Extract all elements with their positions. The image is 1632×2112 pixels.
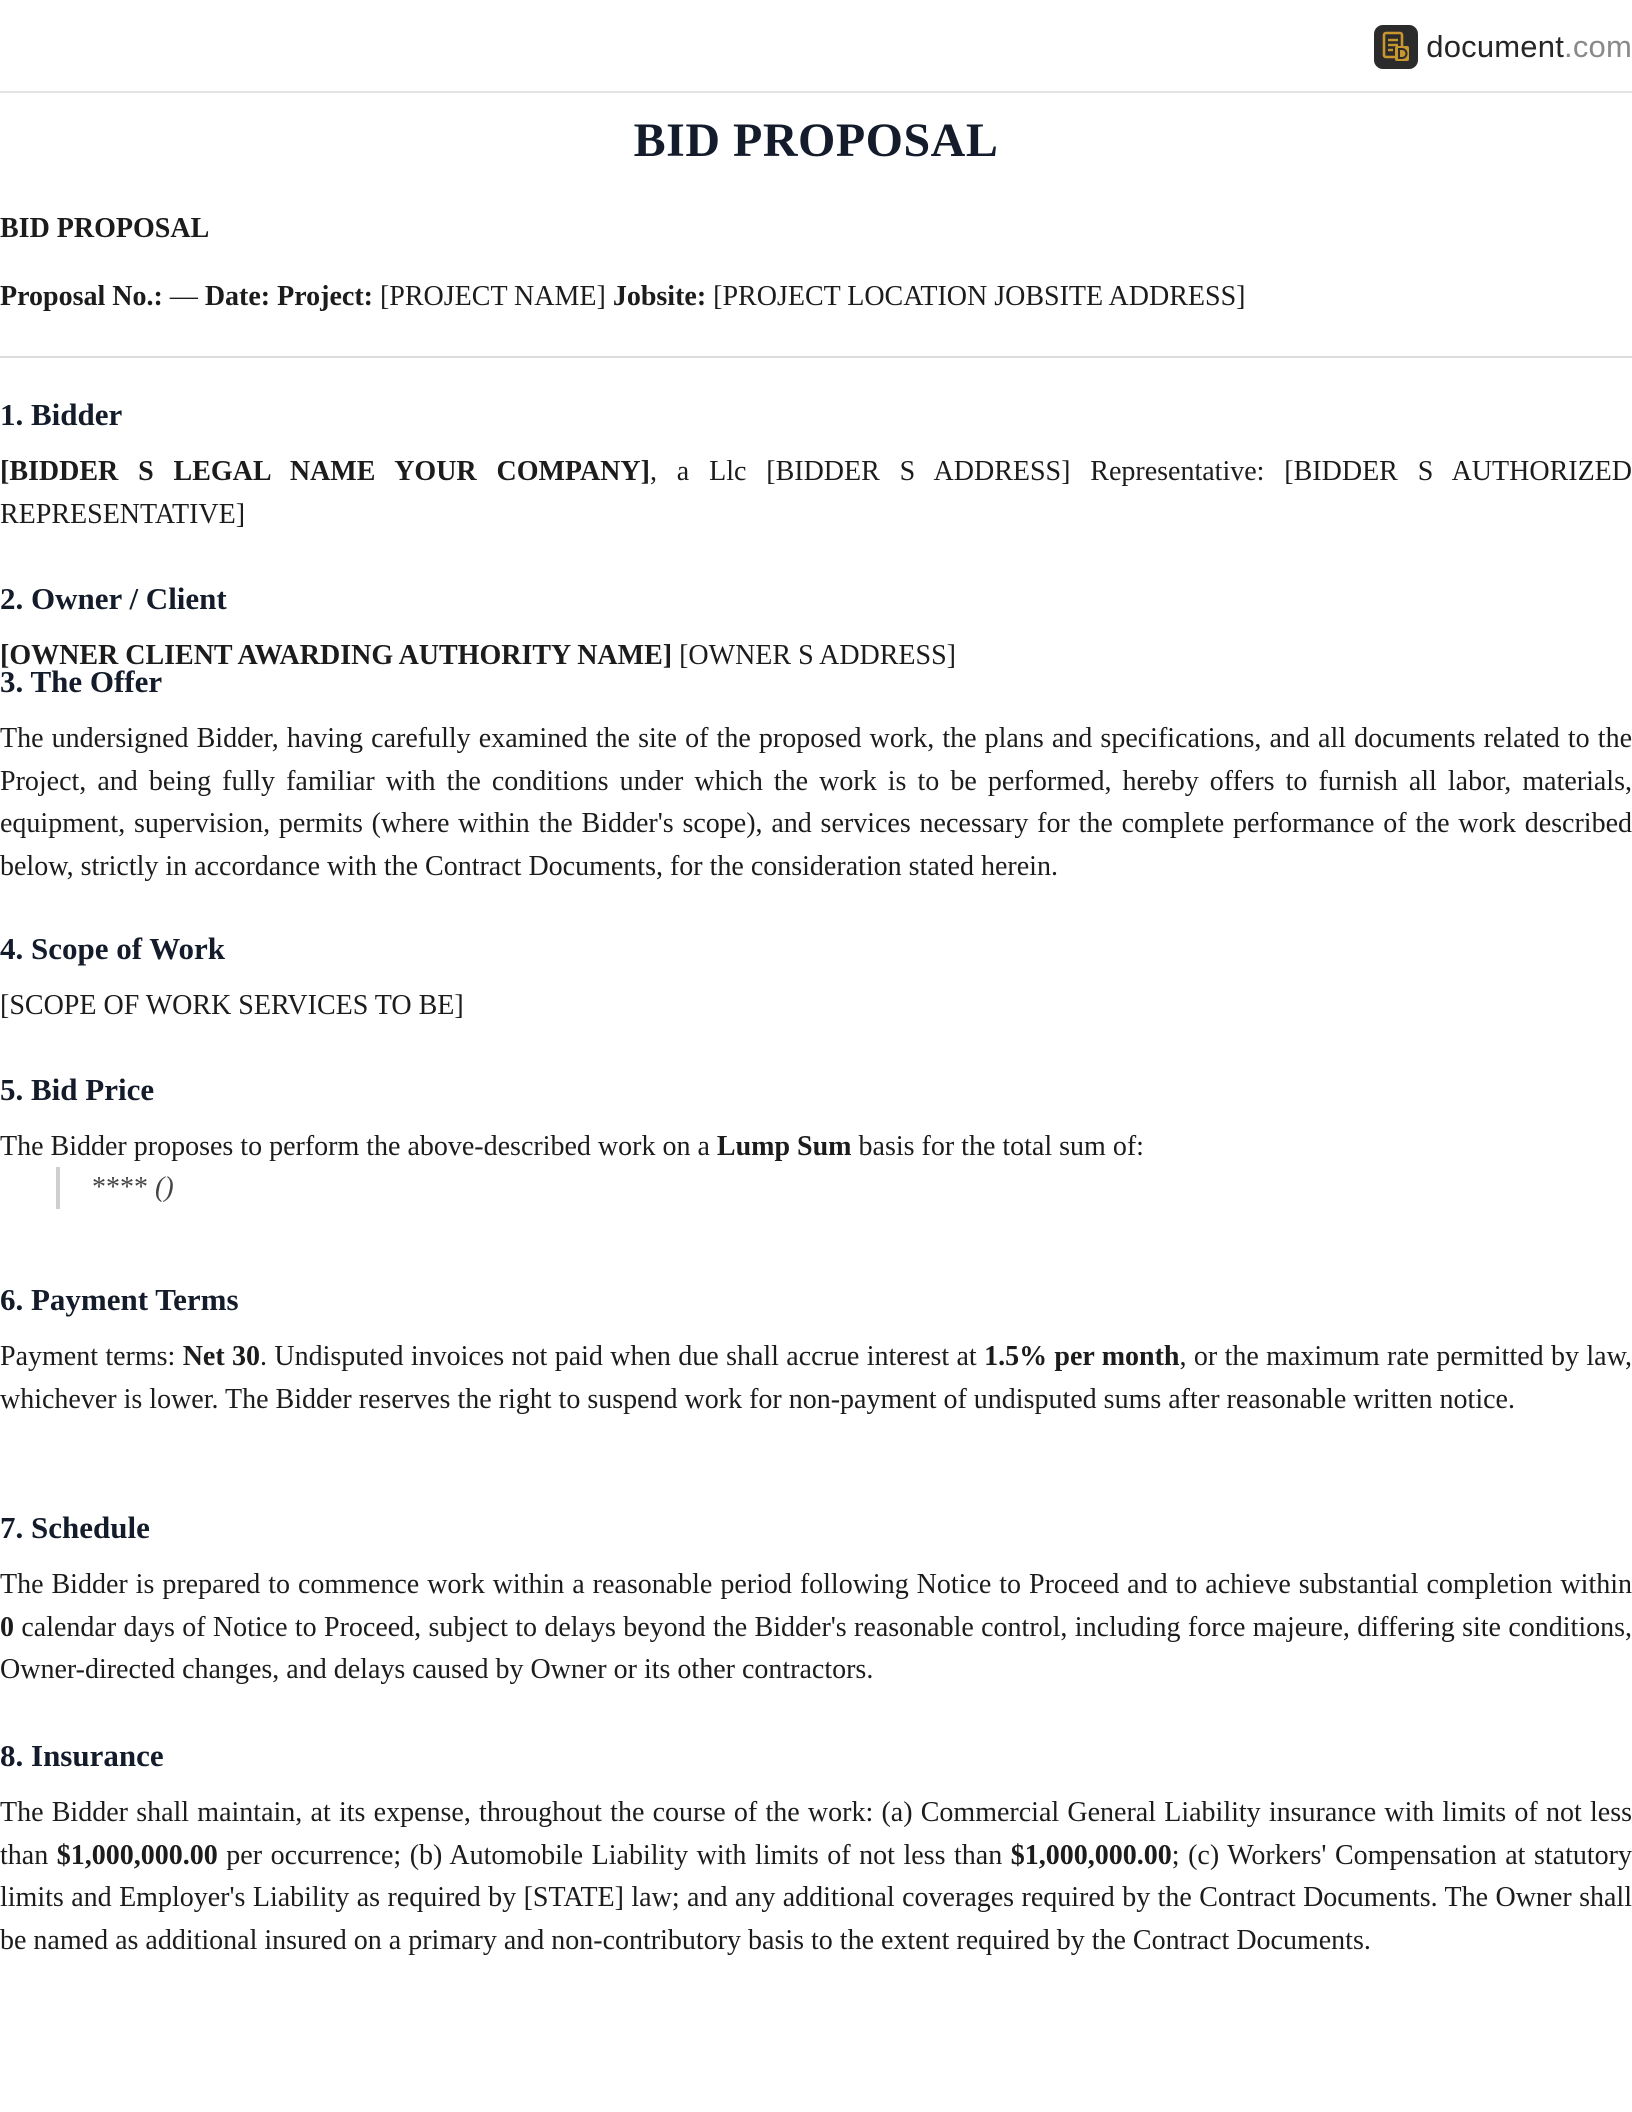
header-subtitle: BID PROPOSAL: [0, 213, 210, 244]
section-heading-price: 5. Bid Price: [0, 1072, 155, 1107]
schedule-days: 0: [0, 1611, 14, 1643]
price-quote-value: (): [155, 1172, 174, 1203]
scope-body: [SCOPE OF WORK SERVICES TO BE]: [0, 990, 464, 1021]
brand-name-suffix: .com: [1564, 29, 1632, 64]
payment-net: Net 30: [182, 1341, 261, 1372]
section-heading-bidder: 1. Bidder: [0, 397, 123, 432]
section-heading-insurance: 8. Insurance: [0, 1738, 164, 1773]
jobsite-label: Jobsite:: [612, 281, 707, 312]
payment-body: Payment terms: Net 30. Undisputed invoices not paid when due shall accrue interest at 1.5% per month, or the maximum rate permitted by law, whichever is lower. The Bidder reserves the right to suspend work for non-payment of undisputed sums after reasonable written notice.: [0, 1341, 1632, 1415]
price-quote-stars: ****: [92, 1172, 148, 1203]
insurance-auto-limit: $1,000,000.00: [1010, 1839, 1172, 1871]
bidder-rest: , a Llc [BIDDER S ADDRESS] Representative: [BIDDER S AUTHORIZED REPRESENTATIVE]: [0, 456, 1632, 530]
project-label: Project:: [277, 281, 373, 312]
proposal-no-label: Proposal No.:: [0, 281, 163, 312]
schedule-body: The Bidder is prepared to commence work within a reasonable period following Notice to Proceed and to achieve substantial completion within 0 calendar days of Notice to Proceed, subject to delays beyond the Bidder's reasonable control, including force majeure, differing site conditions, Owner-directed changes, and delays caused by Owner or its other contractors.: [0, 1569, 1632, 1685]
bidder-legal-name: [BIDDER S LEGAL NAME YOUR COMPANY]: [0, 456, 650, 487]
owner-details: [0, 635, 1632, 678]
document-title: BID PROPOSAL: [633, 114, 999, 167]
brand-logo[interactable]: [1374, 25, 1632, 69]
offer-body: The undersigned Bidder, having carefully examined the site of the proposed work, the plans and specifications, and all documents related to the Project, and being fully familiar with the conditions under which the work is to be performed, hereby offers to furnish all labor, materials, equipment, supervision, permits (where within the Bidder's scope), and services necessary for the complete performance of the work described below, strictly in accordance with the Contract Documents, for the consideration stated herein.: [0, 723, 1632, 882]
insurance-cgl-limit: $1,000,000.00: [56, 1839, 218, 1871]
jobsite-value: [PROJECT LOCATION JOBSITE ADDRESS]: [713, 281, 1246, 312]
project-value: [PROJECT NAME]: [379, 281, 606, 312]
date-label: Date:: [204, 281, 271, 312]
owner-address: [OWNER S ADDRESS]: [672, 640, 957, 671]
section-heading-payment: 6. Payment Terms: [0, 1282, 239, 1317]
price-body: The Bidder proposes to perform the above-described work on a Lump Sum basis for the total sum of:: [0, 1131, 1144, 1162]
bidder-details: [0, 451, 1632, 536]
brand-name-main: document: [1426, 29, 1565, 64]
payment-rate: 1.5% per month: [984, 1341, 1180, 1372]
proposal-meta-line: [0, 276, 1632, 319]
header-divider: [0, 356, 1632, 358]
section-heading-owner: 2. Owner / Client: [0, 581, 227, 616]
section-heading-scope: 4. Scope of Work: [0, 931, 226, 966]
price-blockquote: [56, 1167, 174, 1209]
brand-name: [1426, 29, 1632, 65]
insurance-body: The Bidder shall maintain, at its expense, throughout the course of the work: (a) Commercial General Liability insurance with limits of not less than $1,000,000.00 per occurrence; (b) Automobile Liability with limits of not less than $1,000,000.00; (c) Workers' Compensation at statutory limits and Employer's Liability as required by [STATE] law; and any additional coverages required by the Contract Documents. The Owner shall be named as additional insured on a primary and non-contributory basis to the extent required by the Contract Documents.: [0, 1797, 1632, 1956]
owner-name: [OWNER CLIENT AWARDING AUTHORITY NAME]: [0, 640, 673, 671]
price-basis: Lump Sum: [716, 1131, 852, 1162]
document-logo-icon: [1374, 25, 1418, 69]
section-heading-schedule: 7. Schedule: [0, 1510, 150, 1545]
proposal-no-value: —: [169, 281, 198, 312]
section-heading-offer: 3. The Offer: [0, 664, 163, 699]
top-bar: [0, 0, 1632, 93]
